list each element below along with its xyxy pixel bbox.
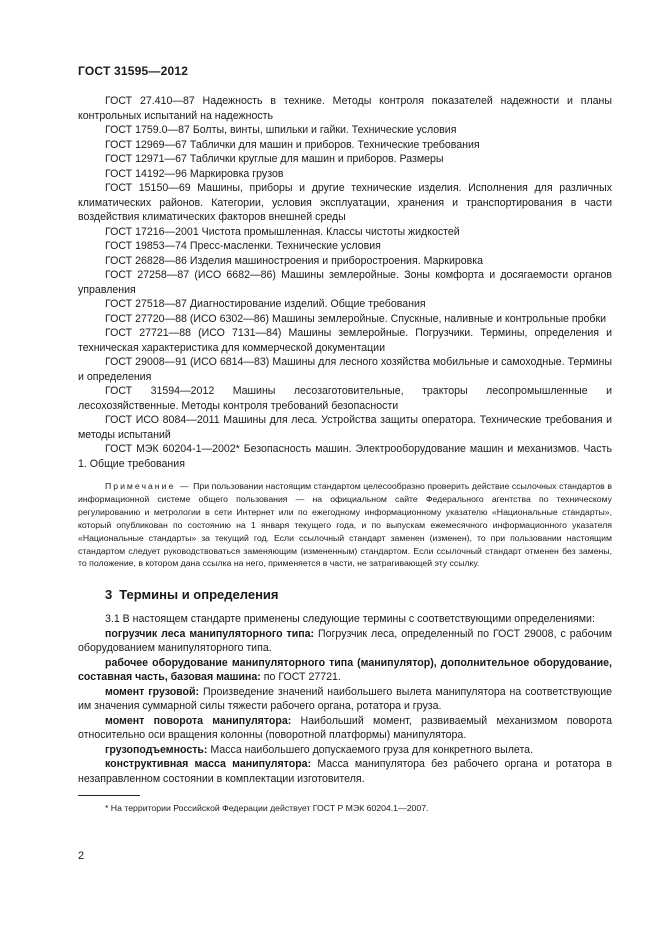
term-entry xyxy=(78,757,612,786)
term-entry xyxy=(78,743,612,758)
page-header-doc-id: ГОСТ 31595—2012 xyxy=(78,64,189,78)
reference-item: ГОСТ 17216—2001 Чистота промышленная. Классы чистоты жидкостей xyxy=(105,225,460,238)
page-number: 2 xyxy=(78,850,85,862)
reference-item: ГОСТ 12969—67 Таблички для машин и приборов. Технические требования xyxy=(105,138,480,151)
reference-item: ГОСТ 1759.0—87 Болты, винты, шпильки и гайки. Технические условия xyxy=(105,124,457,136)
normative-references-list xyxy=(78,94,612,471)
footnote-divider xyxy=(78,795,140,796)
reference-item: ГОСТ 19853—74 Пресс-масленки. Технические условия xyxy=(105,240,381,252)
term-definition: по ГОСТ 27721. xyxy=(263,671,341,684)
reference-item: ГОСТ 29008—91 (ИСО 6814—83) Машины для лесного хозяйства мобильные и самоходные. Термины и определения xyxy=(78,356,612,383)
term-definition: Масса наибольшего допускаемого груза для конкретного вылета. xyxy=(210,743,534,756)
term-name: момент грузовой: xyxy=(105,685,200,698)
term-name: момент поворота манипулятора: xyxy=(105,714,292,727)
note-label: Примечание — xyxy=(105,481,191,491)
reference-item: ГОСТ 12971—67 Таблички круглые для машин и приборов. Размеры xyxy=(105,153,444,165)
section-title: Термины и определения xyxy=(119,587,279,603)
term-entry xyxy=(78,685,612,714)
section-number: 3 xyxy=(105,587,113,603)
term-entry xyxy=(78,656,612,685)
term-name: погрузчик леса манипуляторного типа: xyxy=(105,627,315,640)
reference-item: ГОСТ 27721—88 (ИСО 7131—84) Машины землеройные. Погрузчики. Термины, определения и техническая характеристика для коммерческой документации xyxy=(78,327,612,354)
reference-item: ГОСТ 27518—87 Диагностирование изделий. Общие требования xyxy=(105,298,426,310)
term-entry xyxy=(78,714,612,743)
section-intro: 3.1 В настоящем стандарте применены следующие термины с соответствующими определениями: xyxy=(105,613,595,626)
reference-item: ГОСТ 15150—69 Машины, приборы и другие технические изделия. Исполнения для различных климатических районов. Категории, условия эксплуатации, хранения и транспортирования в части воздействия климатических факторов внешней среды xyxy=(78,182,612,223)
term-definition: Погрузчик леса, определенный по ГОСТ 29008, с рабочим оборудованием манипуляторного типа. xyxy=(78,627,612,655)
footnote: * На территории Российской Федерации действует ГОСТ Р МЭК 60204.1—2007. xyxy=(105,803,429,813)
term-name: грузоподъемность: xyxy=(105,743,208,756)
reference-item: ГОСТ МЭК 60204-1—2002* Безопасность машин. Электрооборудование машин и механизмов. Часть 1. Общие требования xyxy=(78,443,612,470)
term-name: рабочее оборудование манипуляторного типа (манипулятор), дополнительное оборудование, составная часть, базовая машина: xyxy=(78,656,612,684)
section-heading xyxy=(105,587,612,602)
body-column xyxy=(78,94,612,786)
note-paragraph xyxy=(78,480,612,570)
reference-item: ГОСТ 31594—2012 Машины лесозаготовительные, тракторы лесопромышленные и лесохозяйственные. Методы контроля требований безопасности xyxy=(78,385,612,412)
term-name: конструктивная масса манипулятора: xyxy=(105,758,312,771)
reference-item: ГОСТ 14192—96 Маркировка грузов xyxy=(105,167,284,180)
term-definition: Произведение значений наибольшего вылета манипулятора на соответствующие им значения суммарной силы тяжести рабочего органа, ротатора и груза. xyxy=(78,685,613,713)
term-entry xyxy=(78,627,612,656)
term-definition: Наибольший момент, развиваемый механизмом поворота относительно оси вращения колонны (поворотной платформы) манипулятора. xyxy=(78,714,612,742)
reference-item: ГОСТ ИСО 8084—2011 Машины для леса. Устройства защиты оператора. Технические требования и методы испытаний xyxy=(78,414,612,441)
reference-item: ГОСТ 27720—88 (ИСО 6302—86) Машины землеройные. Спускные, наливные и контрольные пробки xyxy=(105,312,607,325)
reference-item: ГОСТ 27258—87 (ИСО 6682—86) Машины землеройные. Зоны комфорта и досягаемости органов управления xyxy=(78,269,612,296)
reference-item: ГОСТ 26828—86 Изделия машиностроения и приборостроения. Маркировка xyxy=(105,254,484,267)
note-text: При пользовании настоящим стандартом целесообразно проверить действие ссылочных стандартов в информационной системе общего пользования — на официальном сайте Федерального агентства по техническому регулированию и метрологии в сети Интернет или по ежегодному информационному указателю «Национальные стандарты», который опубликован по состоянию на 1 января текущего года, и по выпускам ежемесячного информационного указателя «Национальные стандарты» за текущий год. Если ссылочный стандарт заменен (изменен), то при пользовании настоящим стандартом следует руководствоваться заменяющим (измененным) стандартом. Если ссылочный стандарт отменен без замены, то положение, в котором дана ссылка на него, применяется в части, не затрагивающей эту ссылку. xyxy=(78,481,612,569)
term-definition: Масса манипулятора без рабочего органа и ротатора в незаправленном состоянии в комплектации изготовителя. xyxy=(78,758,613,785)
reference-item: ГОСТ 27.410—87 Надежность в технике. Методы контроля показателей надежности и планы контрольных испытаний на надежность xyxy=(78,95,612,122)
